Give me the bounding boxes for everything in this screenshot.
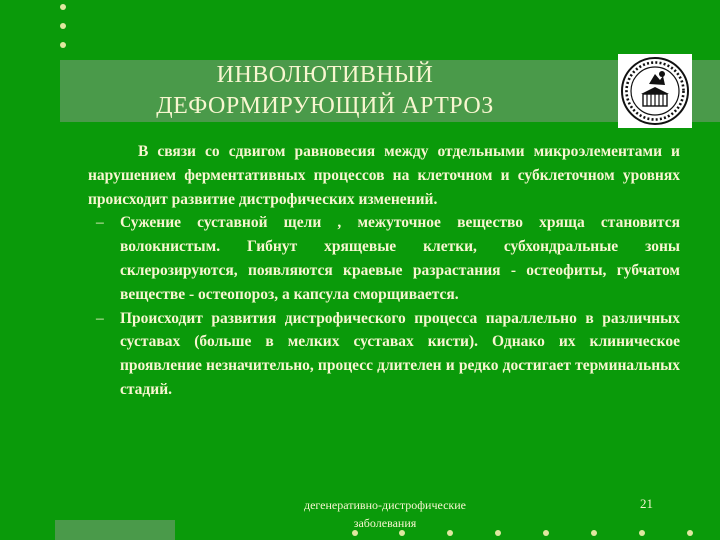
dot [447,530,453,536]
slide-title [60,60,590,122]
bullet-dash: – [96,309,104,327]
dot [352,530,358,536]
bullet-dash: – [96,214,104,232]
dot [399,530,405,536]
decorative-dots-horizontal [352,530,720,538]
list-item [88,211,680,306]
decorative-dots-vertical [60,4,68,61]
bullet-text: Сужение суставной щели , межуточное вещество хряща становится волокнистым. Гибнут хрящевые клетки, субхондральные зоны склерозируются, появляются краевые разрастания - остеофиты, губчатом веществе - остеопороз, а капсула сморщивается. [120,214,680,303]
intro-paragraph: В связи со сдвигом равновесия между отдельными микроэлементами и нарушением ферментативных процессов на клеточном и субклеточном уровнях происходит развитие дистрофических изменений. [88,143,680,208]
title-line-1: ИНВОЛЮТИВНЫЙ [216,62,434,88]
dot [639,530,645,536]
dot [495,530,501,536]
dot [687,530,693,536]
title-line-2: ДЕФОРМИРУЮЩИЙ АРТРОЗ [156,93,494,119]
dot [60,42,66,48]
dot [60,4,66,10]
page-number: 21 [640,496,653,511]
slide-body [88,140,680,402]
footer-label: дегенеративно-дистрофические заболевания [303,498,467,530]
footer-band [55,520,175,540]
university-seal-icon [618,54,692,128]
dot [591,530,597,536]
list-item [88,307,680,402]
bullet-text: Происходит развития дистрофического процесса параллельно в различных суставах (больше в мелких суставах кисти). Однако их клиническое проявление незначительно, процесс длителен и редко достигает терминальных стадий. [120,309,680,398]
dot [60,23,66,29]
dot [543,530,549,536]
